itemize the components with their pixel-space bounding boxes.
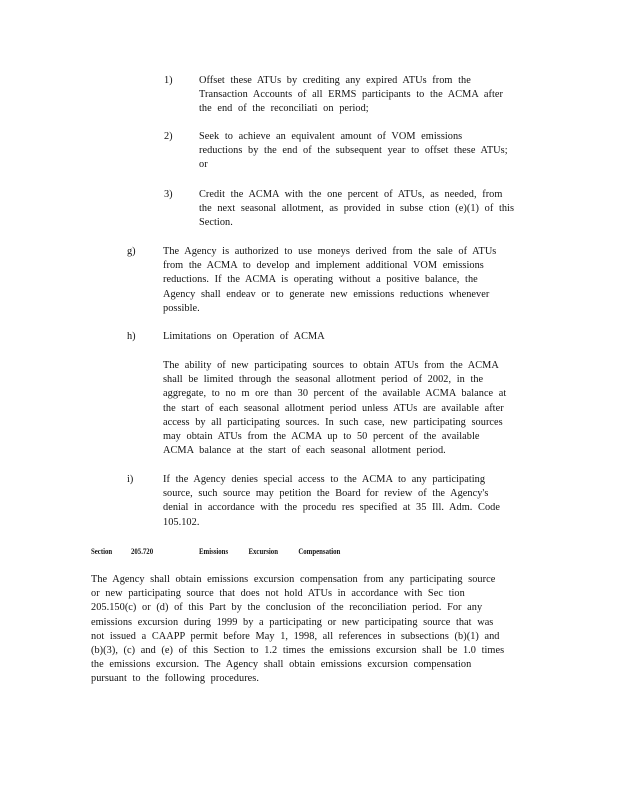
subsection-h-line: ACMA balance at the start of each seasonal allotment period. — [163, 445, 446, 457]
item-2-line: or — [199, 159, 208, 171]
section-body-line: not issued a CAAPP permit before May 1, 1998, all references in subsections (b)(1) and — [91, 630, 500, 642]
subsection-h-line: may obtain ATUs from the ACMA up to 50 percent of the available — [163, 431, 480, 443]
item-3-label: 3) — [164, 189, 173, 200]
subsection-i-line: If the Agency denies special access to the ACMA to any participating — [163, 474, 486, 485]
subsection-h-label: h) — [127, 331, 136, 342]
item-1-line: Offset these ATUs by crediting any expired ATUs from the — [199, 75, 471, 86]
section-body — [91, 573, 504, 687]
section-heading-number: 205.720 — [131, 547, 154, 556]
subsection-h-line: access by all participating sources. In such case, new participating sources — [163, 416, 503, 428]
section-body-line: The Agency shall obtain emissions excursion compensation from any participating source — [91, 574, 496, 585]
item-2-text — [199, 130, 508, 173]
section-body-line: (b)(3), (c) and (e) of this Section to 1.2 times the emissions excursion shall be 1.0 times — [91, 645, 505, 657]
subsection-g-line: The Agency is authorized to use moneys derived from the sale of ATUs — [163, 246, 497, 257]
subsection-h-line: aggregate, to no m ore than 30 percent of the available ACMA balance at — [163, 388, 507, 400]
subsection-h-text — [163, 359, 506, 458]
subsection-h-line: shall be limited through the seasonal allotment period of 2002, in the — [163, 374, 484, 386]
subsection-h-line: The ability of new participating sources to obtain ATUs from the ACMA — [163, 360, 499, 371]
item-2-line: Seek to achieve an equivalent amount of VOM emissions — [199, 131, 463, 142]
item-3-line: Credit the ACMA with the one percent of ATUs, as needed, from — [199, 189, 503, 200]
subsection-i-line: source, such source may petition the Board for review of the Agency's — [163, 488, 489, 500]
subsection-i-line: 105.102. — [163, 516, 200, 528]
subsection-i-text — [163, 473, 500, 530]
subsection-g-line: from the ACMA to develop and implement additional VOM emissions — [163, 260, 484, 272]
item-3-line: Section. — [199, 217, 233, 229]
subsection-g-line: possible. — [163, 302, 200, 314]
subsection-h-title: Limitations on Operation of ACMA — [163, 331, 325, 342]
section-body-line: emissions excursion during 1999 by a participating or new participating source that was — [91, 616, 494, 628]
item-1-line: the end of the reconciliati on period; — [199, 103, 369, 115]
section-heading-title: Emissions Excursion Compensation — [199, 547, 341, 556]
section-body-line: the emissions excursion. The Agency shall obtain emissions excursion compensation — [91, 659, 472, 671]
section-heading-word: Section — [91, 547, 113, 556]
subsection-i-label: i) — [127, 474, 134, 485]
subsection-g-label: g) — [127, 246, 136, 257]
item-2-label: 2) — [164, 131, 173, 142]
item-1-line: Transaction Accounts of all ERMS participants to the ACMA after — [199, 89, 504, 101]
section-body-line: or new participating source that does not hold ATUs in accordance with Sec tion — [91, 588, 465, 600]
subsection-i-line: denial in accordance with the procedu res specified at 35 Ill. Adm. Code — [163, 502, 500, 514]
subsection-h-line: the start of each seasonal allotment period unless ATUs are available after — [163, 402, 504, 414]
subsection-g-line: Agency shall endeav or to generate new emissions reductions whenever — [163, 288, 490, 300]
subsection-g-text — [163, 245, 496, 316]
item-3-line: the next seasonal allotment, as provided in subse ction (e)(1) of this — [199, 203, 515, 215]
item-1-text — [199, 74, 503, 117]
subsection-g-line: reductions. If the ACMA is operating without a positive balance, the — [163, 274, 478, 286]
item-2-line: reductions by the end of the subsequent year to offset these ATUs; — [199, 145, 508, 157]
section-body-line: 205.150(c) or (d) of this Part by the conclusion of the reconciliation period. For any — [91, 602, 483, 614]
item-3-text — [199, 188, 514, 231]
section-body-line: pursuant to the following procedures. — [91, 673, 259, 685]
item-1-label: 1) — [164, 75, 173, 86]
